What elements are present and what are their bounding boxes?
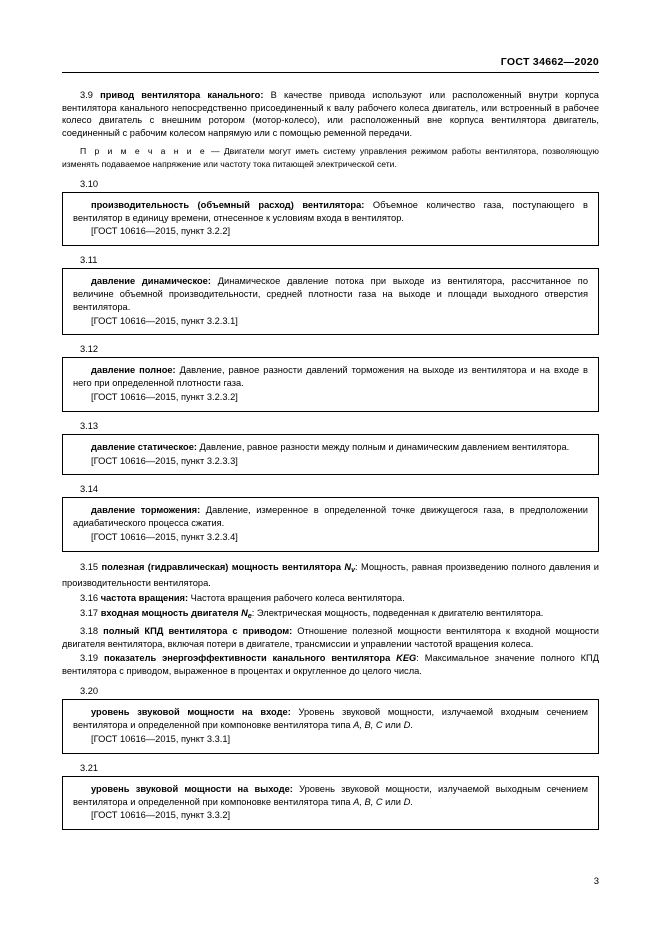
definition-box-3-11 bbox=[62, 268, 599, 335]
note-text: — Двигатели могут иметь систему управления режимом работы вентилятора, позволяющую изменять подаваемое напряжение или частоту тока питающей электрической сети. bbox=[62, 146, 600, 169]
definition-box-3-14 bbox=[62, 497, 599, 551]
clause-3-9-text: В качестве привода используют или расположенный внутри корпуса вентилятора канального непосредственно присоединенный к валу рабочего колеса двигатель, или встроенный в рабочее колесо двигатель с внешним ротором (мотор-колесо), или расположенный вне корпуса вентилятора двигатель, соединенный с рабочим колесом напрямую или с помощью ременной передачи. bbox=[62, 90, 599, 138]
clause-3-9-number: 3.9 bbox=[80, 90, 93, 100]
note-label: П р и м е ч а н и е bbox=[80, 146, 207, 157]
definition-box-3-12 bbox=[62, 357, 599, 411]
clause-3-17-symbol-sub: e bbox=[247, 612, 252, 620]
clause-3-13-number: 3.13 bbox=[80, 420, 99, 431]
clause-3-9 bbox=[62, 89, 599, 139]
clause-3-10-definition bbox=[73, 199, 588, 225]
definition-box-3-10 bbox=[62, 192, 599, 246]
clause-3-20-definition bbox=[73, 706, 588, 732]
clause-3-18 bbox=[62, 625, 599, 650]
clause-3-15-symbol: N bbox=[344, 561, 352, 572]
clause-3-9-term: привод вентилятора канального: bbox=[100, 90, 264, 100]
clause-3-10-number: 3.10 bbox=[80, 178, 99, 189]
clause-3-19 bbox=[62, 652, 599, 677]
clause-3-11-definition bbox=[73, 275, 588, 313]
clause-3-13-text: Давление, равное разности между полным и динамическим давлением вентилятора. bbox=[196, 441, 570, 452]
clause-3-19-text: : Максимальное значение полного КПД вентилятора с приводом, выраженное в процентах и округленное до целого числа. bbox=[62, 653, 599, 676]
clause-3-20-type-last: D bbox=[403, 720, 411, 731]
clause-3-19-symbol: KEG bbox=[396, 653, 417, 664]
definition-box-3-21 bbox=[62, 776, 599, 830]
clause-3-18-number: 3.18 bbox=[80, 626, 99, 637]
clause-3-15-term: полезная (гидравлическая) мощность вентилятора bbox=[101, 561, 341, 572]
clause-3-12-text: Давление, равное разности давлений торможения на выходе из вентилятора и на входе в него при определенной плотности газа. bbox=[73, 365, 588, 389]
clause-3-12-number: 3.12 bbox=[80, 344, 99, 355]
clause-3-11-text: Динамическое давление потока при выходе из вентилятора, рассчитанное по величине объемной производительности, средней плотности газа на выходе и площади выходного отверстия вентилятора. bbox=[73, 276, 588, 312]
clause-3-21-number: 3.21 bbox=[80, 762, 99, 773]
standard-designation: ГОСТ 34662—2020 bbox=[500, 56, 599, 68]
clause-3-21-type-last: D bbox=[403, 796, 411, 807]
clause-3-11-reference: [ГОСТ 10616—2015, пункт 3.2.3.1] bbox=[91, 315, 238, 326]
clause-3-14-term: давление торможения: bbox=[91, 505, 201, 516]
clause-3-21-text-tail: или bbox=[382, 796, 404, 807]
clause-3-17-number: 3.17 bbox=[80, 607, 99, 618]
page-number: 3 bbox=[593, 876, 599, 887]
clause-3-20-text-tail: или bbox=[382, 720, 404, 731]
clause-3-19-number: 3.19 bbox=[80, 653, 99, 664]
clause-3-10-text: Объемное количество газа, поступающего в вентилятор в единицу времени, отнесенное к условиям входа в вентилятор. bbox=[73, 199, 589, 223]
clause-3-14-text: Давление, измеренное в определенной точке движущегося газа, в предположении адиабатического процесса сжатия. bbox=[73, 505, 589, 529]
clause-3-13-reference: [ГОСТ 10616—2015, пункт 3.2.3.3] bbox=[91, 455, 238, 466]
clause-3-11-term: давление динамическое: bbox=[91, 276, 211, 287]
clause-3-14-reference: [ГОСТ 10616—2015, пункт 3.2.3.4] bbox=[91, 531, 238, 542]
definition-box-3-20 bbox=[62, 699, 599, 753]
clause-3-20-reference: [ГОСТ 10616—2015, пункт 3.3.1] bbox=[91, 734, 231, 745]
clause-3-17-term: входная мощность двигателя bbox=[100, 607, 239, 618]
clause-3-20-number: 3.20 bbox=[80, 686, 99, 697]
clause-3-14-definition bbox=[73, 504, 588, 530]
clause-3-17-text: : Электрическая мощность, подведенная к двигателю вентилятора. bbox=[251, 607, 544, 618]
clause-3-17-symbol: N bbox=[241, 607, 248, 618]
page-header bbox=[62, 56, 599, 68]
clause-3-13-definition bbox=[73, 441, 588, 454]
clause-3-10-reference: [ГОСТ 10616—2015, пункт 3.2.2] bbox=[91, 226, 231, 237]
clause-3-16-text: Частота вращения рабочего колеса вентилятора. bbox=[188, 592, 405, 603]
clause-3-15 bbox=[62, 561, 599, 590]
clause-3-15-number: 3.15 bbox=[80, 561, 99, 572]
clause-3-21-text-end: . bbox=[410, 796, 413, 807]
clause-3-17 bbox=[62, 607, 599, 624]
clause-3-12-reference: [ГОСТ 10616—2015, пункт 3.2.3.2] bbox=[91, 391, 238, 402]
clause-3-18-term: полный КПД вентилятора с приводом: bbox=[103, 626, 293, 637]
clause-3-11-number: 3.11 bbox=[80, 255, 98, 266]
clause-3-12-definition bbox=[73, 364, 588, 390]
clause-3-19-term: показатель энергоэффективности канального вентилятора bbox=[103, 653, 391, 664]
clause-3-16-term: частота вращения: bbox=[100, 592, 189, 603]
clause-list bbox=[62, 561, 599, 678]
clause-3-12-term: давление полное: bbox=[91, 365, 176, 376]
clause-3-21-term: уровень звуковой мощности на выходе: bbox=[91, 783, 293, 794]
clause-3-15-symbol-sub: v bbox=[351, 566, 356, 574]
definition-box-3-13 bbox=[62, 434, 599, 476]
clause-3-15-text: : Мощность, равная произведению полного давления и производительности вентилятора. bbox=[62, 561, 600, 589]
clause-3-20-text: Уровень звуковой мощности, излучаемой входным сечением вентилятора и определенной при компоновке вентилятора типа bbox=[73, 707, 588, 731]
clause-3-18-text: Отношение полезной мощности вентилятора к входной мощности двигателя вентилятора, включая потери в двигателе, трансмиссии и управлении частотой вращения колеса. bbox=[62, 626, 599, 649]
clause-3-13-term: давление статическое: bbox=[91, 441, 197, 452]
clause-3-21-reference: [ГОСТ 10616—2015, пункт 3.3.2] bbox=[91, 810, 231, 821]
note-block bbox=[62, 145, 599, 169]
clause-3-21-text: Уровень звуковой мощности, излучаемой выходным сечением вентилятора и определенной при компоновке вентилятора типа bbox=[73, 783, 588, 807]
clause-3-21-types: A, B, C bbox=[353, 796, 383, 807]
clause-3-16-number: 3.16 bbox=[80, 592, 99, 603]
clause-3-21-definition bbox=[73, 783, 588, 809]
clause-3-20-term: уровень звуковой мощности на входе: bbox=[91, 707, 291, 718]
clause-3-14-number: 3.14 bbox=[80, 484, 99, 495]
clause-3-20-types: A, B, C bbox=[353, 720, 383, 731]
header-divider bbox=[62, 72, 599, 73]
clause-3-10-term: производительность (объемный расход) вентилятора: bbox=[91, 199, 365, 210]
clause-3-20-text-end: . bbox=[410, 720, 413, 731]
clause-3-16 bbox=[62, 592, 599, 605]
